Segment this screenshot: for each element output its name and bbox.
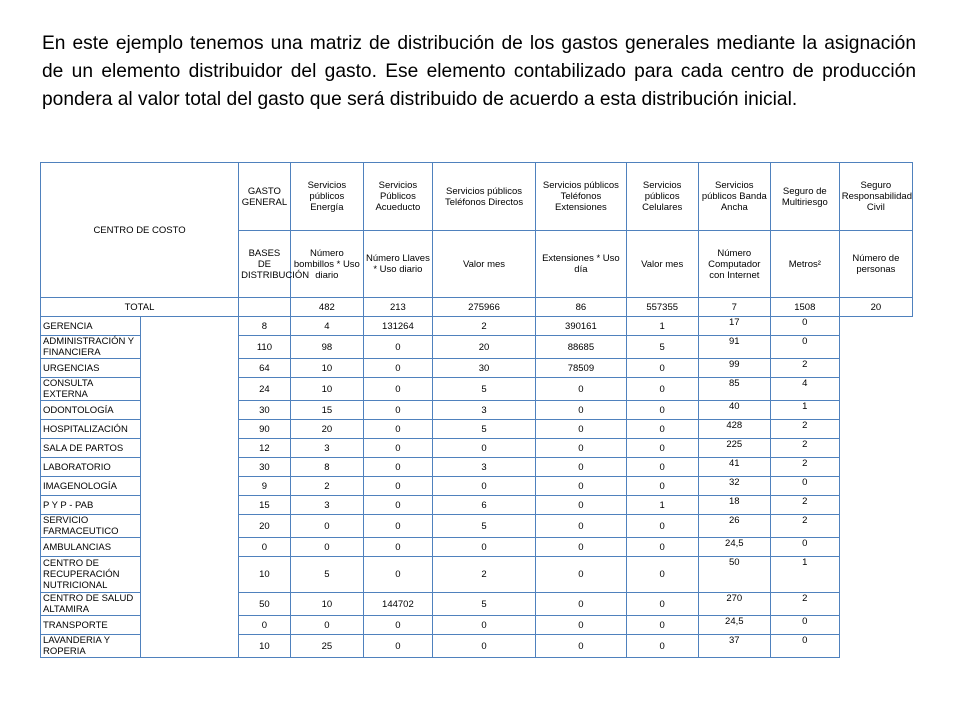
table-cell: 0 — [363, 477, 432, 496]
table-cell: 0 — [770, 635, 839, 658]
expense-header: Servicios públicos Celulares — [626, 163, 698, 231]
table-cell: 270 — [698, 593, 770, 616]
table-cell: 0 — [290, 515, 363, 538]
cost-center-name: IMAGENOLOGÍA — [41, 477, 141, 496]
table-cell: 0 — [536, 458, 626, 477]
table-cell: 0 — [432, 477, 535, 496]
table-cell: 0 — [432, 635, 535, 658]
table-cell: 0 — [536, 401, 626, 420]
table-cell: 64 — [239, 359, 291, 378]
base-header: Metros² — [770, 231, 839, 298]
expense-header: Seguro de Multiriesgo — [770, 163, 839, 231]
table-cell: 131264 — [363, 317, 432, 336]
table-cell: 0 — [626, 635, 698, 658]
table-cell: 225 — [698, 439, 770, 458]
table-cell: 0 — [626, 420, 698, 439]
base-header: Extensiones * Uso día — [536, 231, 626, 298]
table-cell: 0 — [536, 616, 626, 635]
table-cell: 0 — [363, 420, 432, 439]
table-cell: 2 — [770, 593, 839, 616]
table-cell: 50 — [698, 557, 770, 593]
table-cell: 0 — [363, 336, 432, 359]
table-cell: 0 — [363, 515, 432, 538]
table-cell: 30 — [239, 458, 291, 477]
table-cell: 24 — [239, 378, 291, 401]
table-cell: 10 — [290, 378, 363, 401]
table-cell: 5 — [626, 336, 698, 359]
table-cell: 10 — [290, 593, 363, 616]
table-cell: 4 — [770, 378, 839, 401]
base-header: Número Computador con Internet — [698, 231, 770, 298]
total-label: TOTAL — [41, 298, 239, 317]
table-cell: 0 — [626, 515, 698, 538]
expense-header: Servicios públicos Teléfonos Extensiones — [536, 163, 626, 231]
corner-cell: CENTRO DE COSTO — [41, 163, 239, 298]
table-cell: 18 — [698, 496, 770, 515]
cost-center-name: HOSPITALIZACIÓN — [41, 420, 141, 439]
table-cell: 6 — [432, 496, 535, 515]
cost-center-name: CENTRO DE SALUD ALTAMIRA — [41, 593, 141, 616]
table-cell: 0 — [363, 496, 432, 515]
table-cell: 0 — [770, 477, 839, 496]
cost-center-name: TRANSPORTE — [41, 616, 141, 635]
table-cell: 10 — [239, 635, 291, 658]
intro-paragraph: En este ejemplo tenemos una matriz de distribución de los gastos generales mediante la asignación de un elemento distribuidor del gasto. Ese elemento contabilizado para cada centro de producción pondera al valor total del gasto que será distribuido de acuerdo a esta distribución inicial. — [42, 33, 916, 110]
table-cell: 90 — [239, 420, 291, 439]
table-cell: 5 — [432, 378, 535, 401]
table-cell: 0 — [626, 616, 698, 635]
table-cell: 0 — [626, 477, 698, 496]
table-cell: 2 — [770, 439, 839, 458]
table-cell: 0 — [363, 538, 432, 557]
table-cell: 5 — [290, 557, 363, 593]
table-cell: 15 — [239, 496, 291, 515]
table-cell: 1 — [626, 317, 698, 336]
table-cell: 0 — [536, 378, 626, 401]
table-cell: 0 — [626, 557, 698, 593]
base-header: Valor mes — [432, 231, 535, 298]
table-cell: 1 — [770, 401, 839, 420]
table-cell: 0 — [536, 538, 626, 557]
table-cell: 2 — [770, 420, 839, 439]
table-cell: 2 — [432, 317, 535, 336]
table-cell: 0 — [363, 401, 432, 420]
table-cell: 20 — [290, 420, 363, 439]
cost-center-name: ADMINISTRACIÓN Y FINANCIERA — [41, 336, 141, 359]
table-cell: 0 — [536, 557, 626, 593]
table-cell: 1 — [770, 557, 839, 593]
table-cell: 390161 — [536, 317, 626, 336]
total-value: 557355 — [626, 298, 698, 317]
table-cell: 0 — [432, 538, 535, 557]
total-value: 86 — [536, 298, 626, 317]
table-cell: 0 — [770, 538, 839, 557]
table-cell: 17 — [698, 317, 770, 336]
cost-center-name: URGENCIAS — [41, 359, 141, 378]
base-header: Número Llaves * Uso diario — [363, 231, 432, 298]
table-cell: 0 — [363, 635, 432, 658]
cost-center-name: LABORATORIO — [41, 458, 141, 477]
base-header: Número bombillos * Uso diario — [290, 231, 363, 298]
table-cell: 0 — [536, 635, 626, 658]
table-cell: 20 — [239, 515, 291, 538]
cost-center-name: CENTRO DE RECUPERACIÓN NUTRICIONAL — [41, 557, 141, 593]
table-cell: 10 — [290, 359, 363, 378]
table-row — [41, 317, 913, 336]
table-cell: 10 — [239, 557, 291, 593]
table-cell: 37 — [698, 635, 770, 658]
table-cell: 8 — [239, 317, 291, 336]
table-cell: 85 — [698, 378, 770, 401]
table-cell: 25 — [290, 635, 363, 658]
table-cell: 0 — [363, 557, 432, 593]
table-cell: 3 — [290, 496, 363, 515]
table-cell: 0 — [290, 538, 363, 557]
table-cell: 0 — [363, 359, 432, 378]
table-cell: 3 — [432, 458, 535, 477]
table-cell: 0 — [363, 616, 432, 635]
distribution-matrix — [40, 162, 913, 658]
table-cell: 0 — [626, 538, 698, 557]
table-cell: 41 — [698, 458, 770, 477]
table-cell: 0 — [770, 317, 839, 336]
table-cell: 20 — [432, 336, 535, 359]
header-row-expenses — [41, 163, 913, 231]
table-cell: 91 — [698, 336, 770, 359]
table-cell: 0 — [626, 458, 698, 477]
table-cell: 0 — [626, 593, 698, 616]
table-cell: 15 — [290, 401, 363, 420]
table-cell: 5 — [432, 420, 535, 439]
table-cell: 0 — [536, 515, 626, 538]
table-cell: 110 — [239, 336, 291, 359]
table-cell: 9 — [239, 477, 291, 496]
table-cell: 0 — [536, 496, 626, 515]
table-cell: 2 — [290, 477, 363, 496]
expense-header: Servicios públicos Banda Ancha — [698, 163, 770, 231]
table-cell: 0 — [770, 336, 839, 359]
cost-center-name: P Y P - PAB — [41, 496, 141, 515]
total-value: 482 — [290, 298, 363, 317]
table-cell: 144702 — [363, 593, 432, 616]
table-cell: 8 — [290, 458, 363, 477]
table-cell: 12 — [239, 439, 291, 458]
table-cell: 0 — [626, 439, 698, 458]
table-cell: 0 — [536, 593, 626, 616]
table-cell: 0 — [432, 439, 535, 458]
table-cell: 0 — [363, 439, 432, 458]
table-cell: 2 — [770, 496, 839, 515]
table-cell: 50 — [239, 593, 291, 616]
table-cell: 78509 — [536, 359, 626, 378]
table-cell: 30 — [239, 401, 291, 420]
table-cell: 99 — [698, 359, 770, 378]
cost-center-name: SERVICIO FARMACEUTICO — [41, 515, 141, 538]
blank-cell — [239, 298, 291, 317]
base-header: Número de personas — [839, 231, 912, 298]
table-cell: 2 — [770, 458, 839, 477]
table-cell: 26 — [698, 515, 770, 538]
expense-header: Servicios públicos Energía — [290, 163, 363, 231]
table-cell: 0 — [536, 420, 626, 439]
table-cell: 0 — [536, 439, 626, 458]
table-cell: 24,5 — [698, 616, 770, 635]
total-value: 275966 — [432, 298, 535, 317]
table-cell: 0 — [770, 616, 839, 635]
table-cell: 32 — [698, 477, 770, 496]
table-cell: 88685 — [536, 336, 626, 359]
expense-header: Servicios públicos Teléfonos Directos — [432, 163, 535, 231]
table-cell: 2 — [770, 515, 839, 538]
table-cell: 5 — [432, 515, 535, 538]
gasto-general-label: GASTO GENERAL — [239, 163, 291, 231]
table-cell: 1 — [626, 496, 698, 515]
table-cell: 428 — [698, 420, 770, 439]
expense-header: Seguro Responsabilidad Civil — [839, 163, 912, 231]
table-cell: 40 — [698, 401, 770, 420]
total-value: 1508 — [770, 298, 839, 317]
table-cell: 0 — [626, 359, 698, 378]
cost-center-name: AMBULANCIAS — [41, 538, 141, 557]
cost-center-name: ODONTOLOGÍA — [41, 401, 141, 420]
table-cell: 0 — [239, 616, 291, 635]
table-cell: 0 — [290, 616, 363, 635]
cost-center-name: SALA DE PARTOS — [41, 439, 141, 458]
table-cell: 0 — [536, 477, 626, 496]
total-row — [41, 298, 913, 317]
cost-center-name: GERENCIA — [41, 317, 141, 336]
table-cell: 0 — [432, 616, 535, 635]
expense-header: Servicios Públicos Acueducto — [363, 163, 432, 231]
bases-label: BASES DE DISTRIBUCIÓN — [239, 231, 291, 298]
table-cell: 3 — [432, 401, 535, 420]
total-value: 20 — [839, 298, 912, 317]
table-cell: 24,5 — [698, 538, 770, 557]
total-value: 7 — [698, 298, 770, 317]
table-cell: 0 — [363, 458, 432, 477]
cost-center-name: CONSULTA EXTERNA — [41, 378, 141, 401]
table-cell: 3 — [290, 439, 363, 458]
table-cell: 2 — [432, 557, 535, 593]
table-cell: 5 — [432, 593, 535, 616]
table-cell: 4 — [290, 317, 363, 336]
table-cell: 0 — [626, 378, 698, 401]
total-value: 213 — [363, 298, 432, 317]
blank-cell — [141, 317, 239, 658]
table-cell: 2 — [770, 359, 839, 378]
table-cell: 98 — [290, 336, 363, 359]
table-cell: 30 — [432, 359, 535, 378]
base-header: Valor mes — [626, 231, 698, 298]
table-cell: 0 — [626, 401, 698, 420]
table-cell: 0 — [363, 378, 432, 401]
table-cell: 0 — [239, 538, 291, 557]
cost-center-name: LAVANDERIA Y ROPERIA — [41, 635, 141, 658]
